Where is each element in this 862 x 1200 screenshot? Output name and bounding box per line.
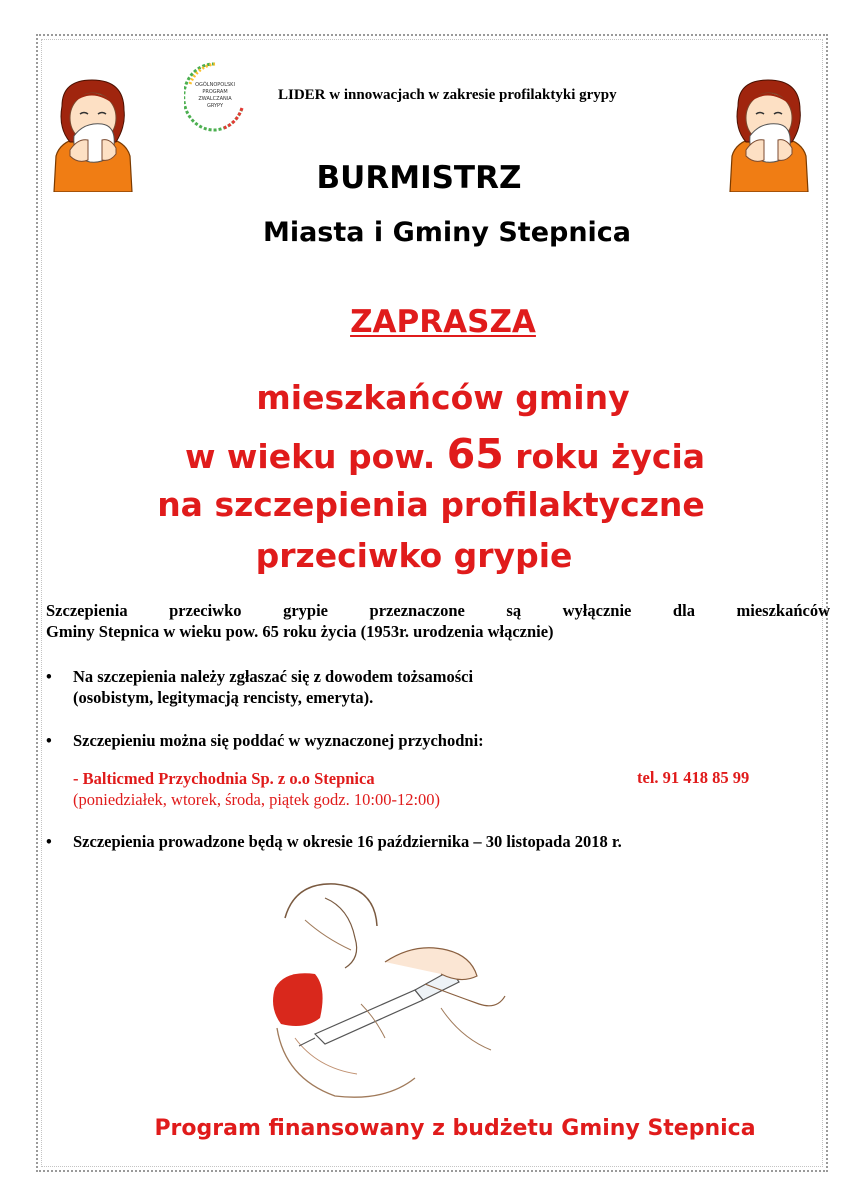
invite-heading: ZAPRASZA: [350, 304, 536, 340]
clinic-phone: tel. 91 418 85 99: [637, 768, 750, 787]
clinic-info: [73, 768, 440, 810]
clinic-hours: (poniedziałek, wtorek, środa, piątek godz. 10:00-12:00): [73, 790, 441, 809]
bullet-icon: •: [46, 832, 52, 851]
list-item-text: Na szczepienia należy zgłaszać się z dowodem tożsamości: [73, 667, 474, 686]
logo-text-line: GRYPY: [206, 103, 224, 109]
vaccination-illustration-icon: [265, 878, 515, 1103]
page-subtitle: Miasta i Gminy Stepnica: [262, 217, 632, 248]
invite-line-part: roku życia: [503, 437, 706, 476]
page-title: BURMISTRZ: [316, 160, 522, 196]
invite-line: [14, 430, 862, 478]
bullet-icon: •: [46, 731, 52, 750]
program-logo-icon: [184, 60, 246, 134]
list-item-text: Szczepieniu można się poddać w wyznaczonej przychodni:: [73, 731, 484, 750]
paragraph-line: Szczepienia przeciwko grypie przeznaczone są wyłącznie dla mieszkańców: [46, 601, 830, 620]
funding-note: Program finansowany z budżetu Gminy Stepnica: [154, 1116, 756, 1141]
invite-line: przeciwko grypie: [255, 536, 573, 575]
header-tagline: LIDER w innowacjach w zakresie profilaktyki grypy: [278, 87, 617, 103]
invite-line: na szczepienia profilaktyczne: [157, 485, 705, 524]
list-item-text: (osobistym, legitymacją rencisty, emeryta).: [73, 688, 374, 707]
list-item-text: Szczepienia prowadzone będą w okresie 16 października – 30 listopada 2018 r.: [73, 832, 622, 851]
age-number: 65: [446, 430, 504, 478]
logo-text-line: ZWALCZANIA: [198, 96, 232, 102]
paragraph-line: Gminy Stepnica w wieku pow. 65 roku życia (1953r. urodzenia włącznie): [46, 622, 554, 641]
logo-text-line: OGÓLNOPOLSKI: [195, 82, 235, 88]
intro-paragraph: [46, 600, 830, 642]
bullet-icon: •: [46, 667, 52, 686]
invite-line: mieszkańców gminy: [256, 378, 630, 417]
invite-line-part: w wieku pow.: [184, 437, 447, 476]
logo-text-line: PROGRAM: [202, 89, 228, 95]
clinic-name: - Balticmed Przychodnia Sp. z o.o Stepnica: [73, 769, 375, 788]
